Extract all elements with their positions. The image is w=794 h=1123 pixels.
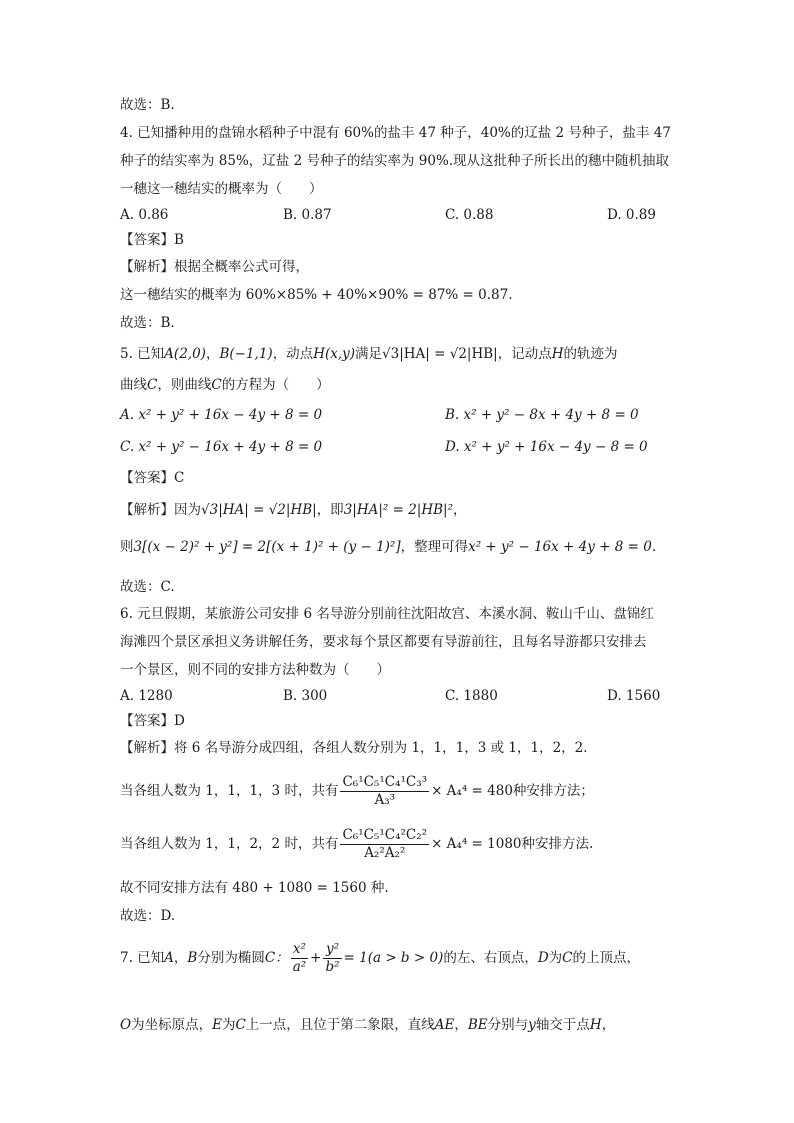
q5-stem-line2: 曲线C，则曲线C的方程为（ ） <box>120 377 330 393</box>
q4-conclusion: 故选：B. <box>120 315 175 331</box>
q6-analysis-line3: 当各组人数为 1，1，2，2 时，共有 $\frac{\text{C₆¹C₅¹C₄²C₂²}}{\text{A₂²A₂²}}$ × A₄⁴ = 1080种安排方法. <box>120 827 594 861</box>
q4-option-c: C. 0.88 <box>445 207 494 223</box>
q6-stem-line3: 一个景区，则不同的安排方法种数为（ ） <box>120 662 390 678</box>
q4-analysis-line1: 【解析】根据全概率公式可得， <box>120 259 309 275</box>
q4-option-a: A. 0.86 <box>120 207 169 223</box>
q6-analysis-line2: 当各组人数为 1，1，1，3 时，共有 $\frac{\text{C₆¹C₅¹C₄¹C₃³}}{\text{A₃³}}$ × A₄⁴ = 480种安排方法； <box>120 774 594 808</box>
q4-answer: 【答案】B <box>120 232 184 248</box>
q6-option-b: B. 300 <box>283 688 328 704</box>
q4-stem-line2: 种子的结实率为 85%，辽盐 2 号种子的结实率为 90%.现从这批种子所长出的穗中随机抽取 <box>120 153 670 169</box>
q4-analysis-line2: 这一穗结实的概率为 60%×85% + 40%×90% = 87% = 0.87. <box>120 287 513 303</box>
q5-analysis-line2: 则3[(x − 2)² + y²] = 2[(x + 1)² + (y − 1)²]，整理可得x² + y² − 16x + 4y + 8 = 0. <box>120 539 657 555</box>
q7-stem-line1: 7. 已知A，B分别为椭圆C： $\frac{\text{x²}}{\text{a²}}$ + $\frac{\text{y²}}{\text{b²}}$ = 1(a > b > 0)的左、右顶点，D为C的上顶点， <box>120 941 640 975</box>
q5-option-c: C. x² + y² − 16x + 4y + 8 = 0 <box>120 439 323 455</box>
q5-answer: 【答案】C <box>120 470 185 486</box>
q5-option-b: B. x² + y² − 8x + 4y + 8 = 0 <box>445 407 639 423</box>
q6-stem-line2: 海滩四个景区承担义务讲解任务，要求每个景区都要有导游前往，且每名导游都只安排去 <box>120 634 647 650</box>
q6-stem-line1: 6. 元旦假期，某旅游公司安排 6 名导游分别前往沈阳故宫、本溪水洞、鞍山千山、盘锦红 <box>120 606 654 622</box>
q3-conclusion: 故选：B. <box>120 97 175 113</box>
q6-option-d: D. 1560 <box>607 688 661 704</box>
q4-option-d: D. 0.89 <box>607 207 656 223</box>
q6-option-a: A. 1280 <box>120 688 173 704</box>
q7-fraction-y: $\frac{\text{y²}}{\text{b²}}$ <box>325 941 340 975</box>
q6-fraction-2: $\frac{\text{C₆¹C₅¹C₄²C₂²}}{\text{A₂²A₂²}}$ <box>342 827 428 861</box>
q7-stem-line2: O为坐标原点，E为C上一点，且位于第二象限，直线AE，BE分别与y轴交于点H， <box>120 1017 616 1033</box>
q6-analysis-line1: 【解析】将 6 名导游分成四组，各组人数分别为 1，1，1，3 或 1，1，2，2. <box>120 740 588 756</box>
q6-fraction-1: $\frac{\text{C₆¹C₅¹C₄¹C₃³}}{\text{A₃³}}$ <box>342 774 428 808</box>
q6-answer: 【答案】D <box>120 713 185 729</box>
q5-option-d: D. x² + y² + 16x − 4y − 8 = 0 <box>445 439 648 455</box>
q4-stem-line3: 一穗这一穗结实的概率为（ ） <box>120 181 323 197</box>
q5-stem-line1: 5. 已知A(2,0)，B(−1,1)，动点H(x,y)满足√3|HA| = √2|HB|，记动点H的轨迹为 <box>120 346 618 362</box>
q5-analysis-line1: 【解析】因为√3|HA| = √2|HB|，即3|HA|² = 2|HB|²， <box>120 502 467 518</box>
q5-conclusion: 故选：C. <box>120 579 175 595</box>
q4-option-b: B. 0.87 <box>283 207 332 223</box>
q6-analysis-line4: 故不同安排方法有 480 + 1080 = 1560 种. <box>120 880 389 896</box>
q5-option-a: A. x² + y² + 16x − 4y + 8 = 0 <box>120 407 323 423</box>
q6-option-c: C. 1880 <box>445 688 498 704</box>
q4-stem-line1: 4. 已知播种用的盘锦水稻种子中混有 60%的盐丰 47 种子，40%的辽盐 2 号种子，盐丰 47 <box>120 125 671 141</box>
q7-fraction-x: $\frac{\text{x²}}{\text{a²}}$ <box>292 941 307 975</box>
q6-conclusion: 故选：D. <box>120 908 176 924</box>
